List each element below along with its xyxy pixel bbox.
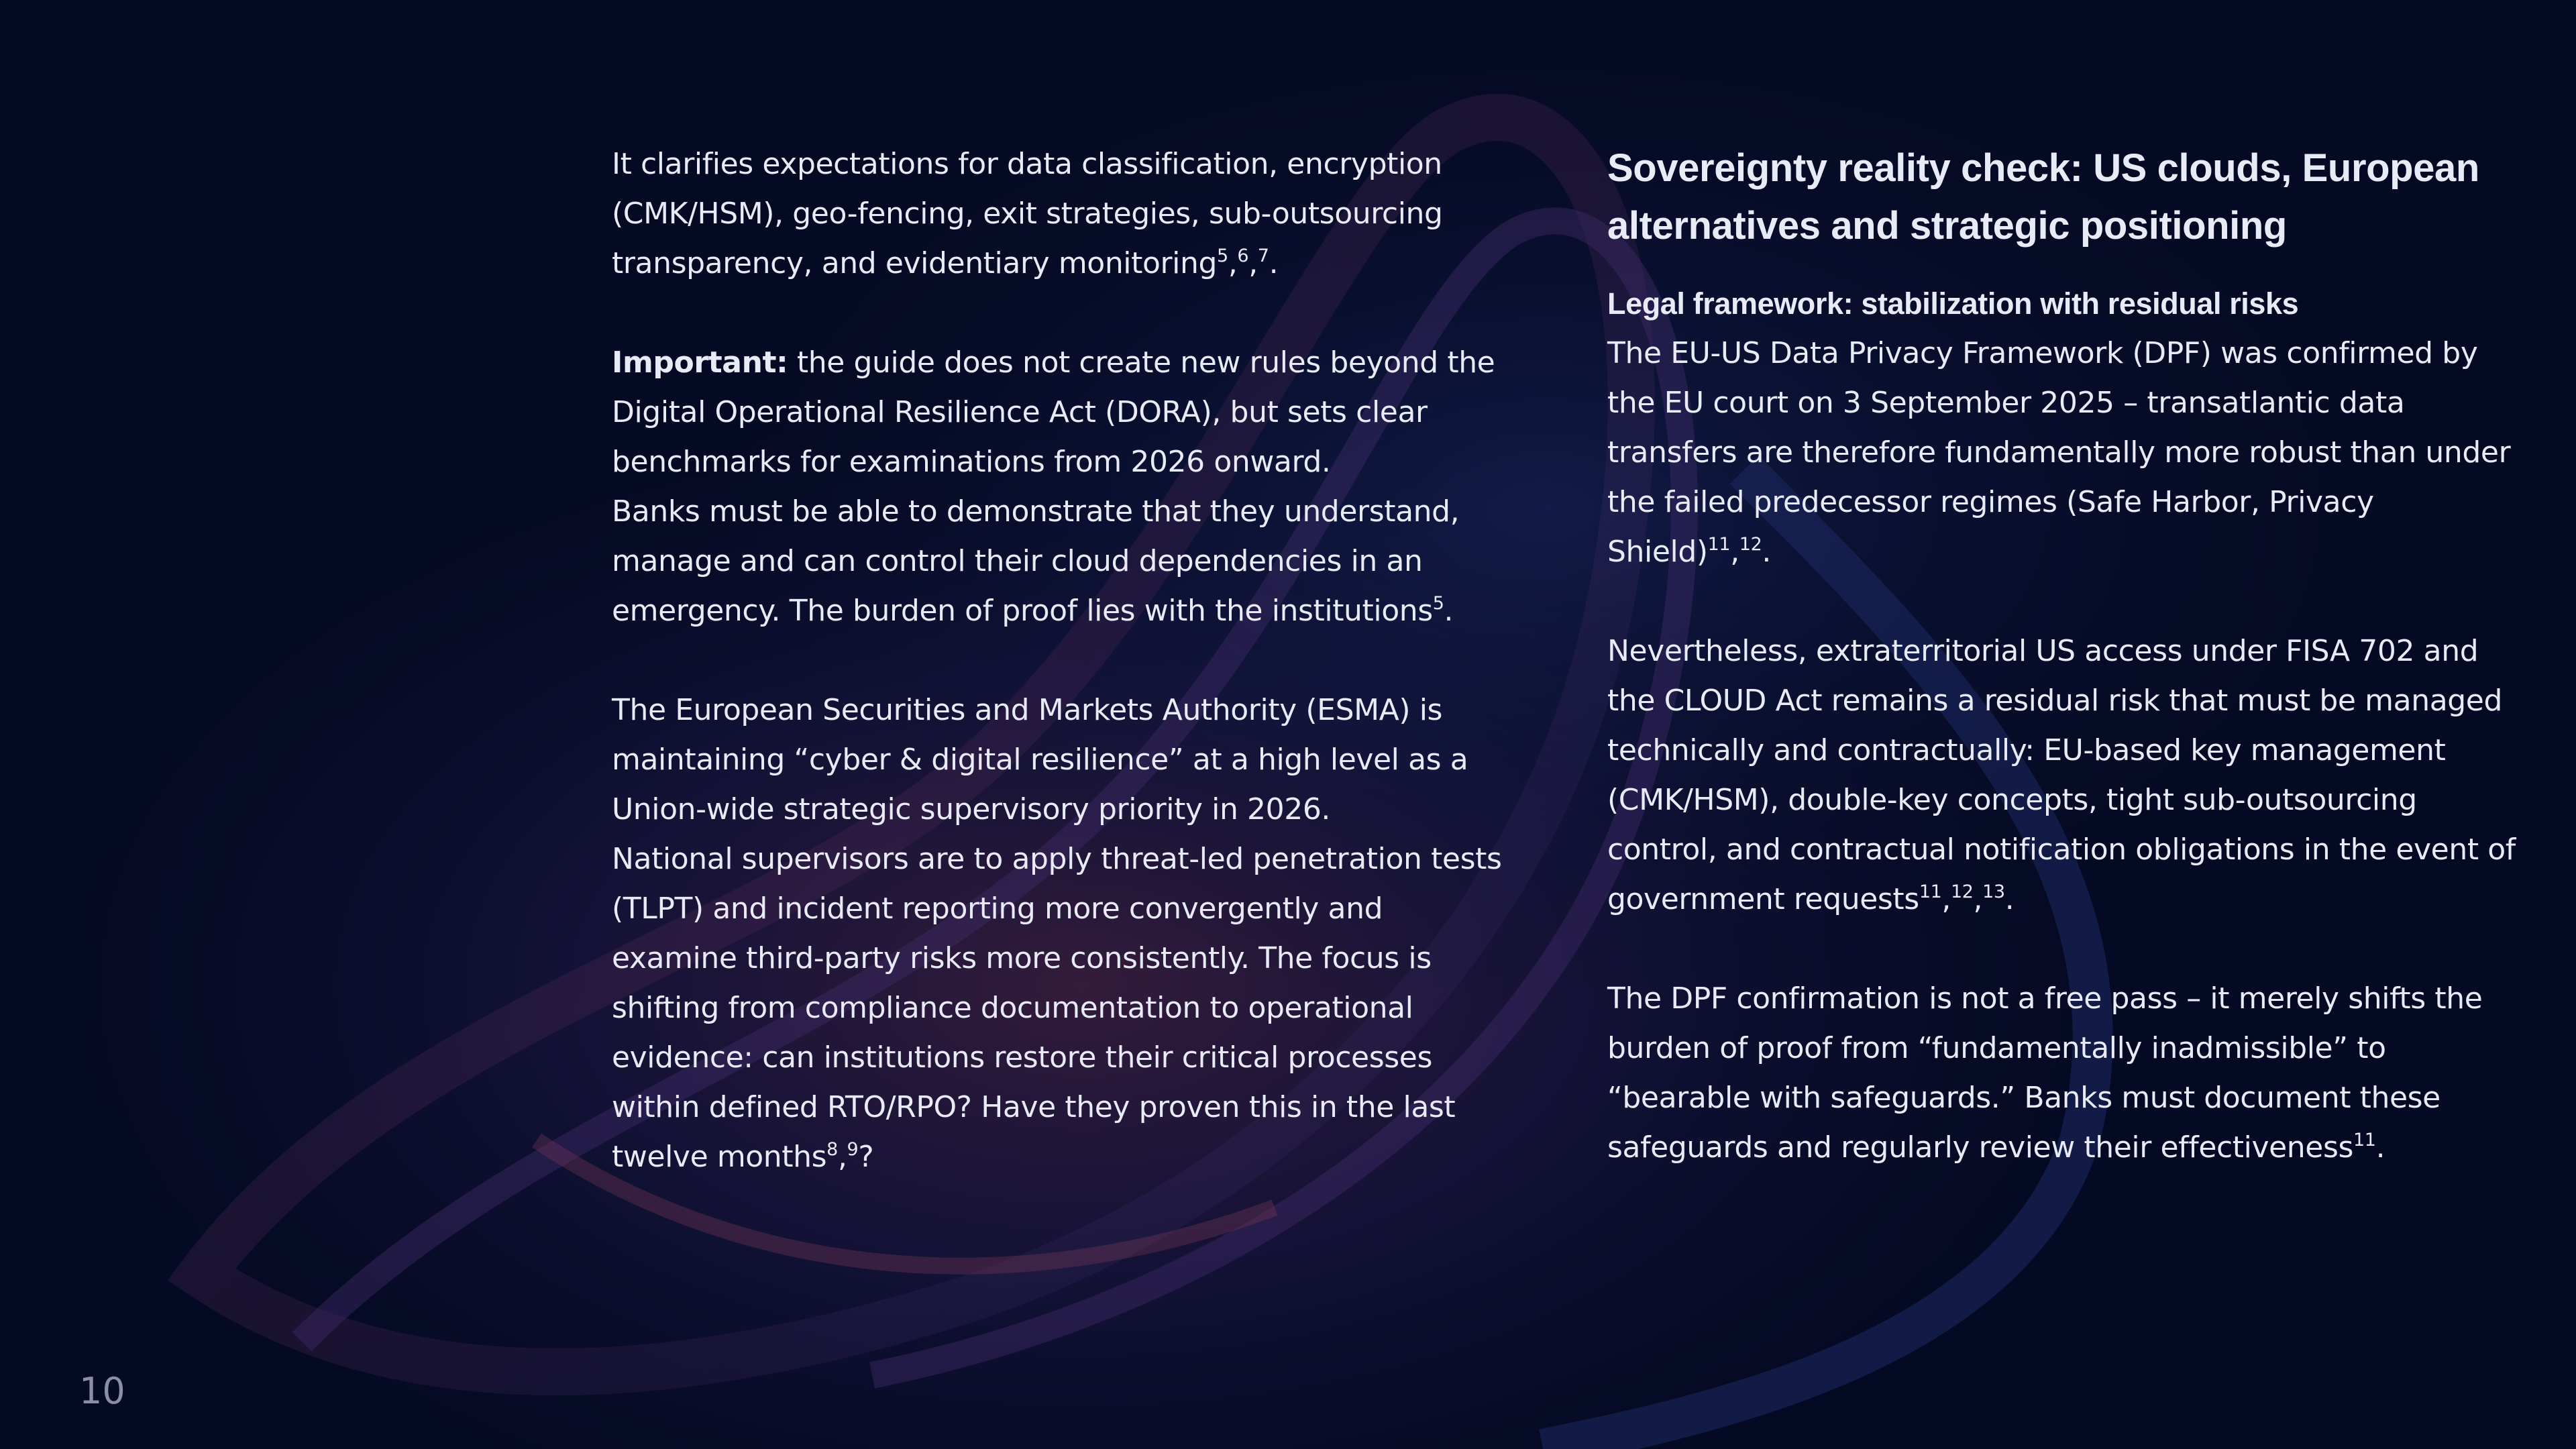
footnote-ref: 12 xyxy=(1950,881,1974,902)
important-label: Important: xyxy=(612,345,788,380)
section-heading: Sovereignty reality check: US clouds, European alternatives and strategic positioning xyxy=(1607,146,2479,248)
footnote-ref: 7 xyxy=(1257,246,1269,266)
paragraph-dpf-confirmed: The EU-US Data Privacy Framework (DPF) was confirmed by the EU court on 3 September 2025 – transatlantic data transfers are therefore fundamentally more robust than under the failed predecessor regimes (Safe Harbor, Privacy Shield)$^{11}$,$^{12}$. xyxy=(1607,336,2511,569)
left-column xyxy=(612,140,1504,1182)
paragraph-esma: The European Securities and Markets Authority (ESMA) is maintaining “cyber & digital resilience” at a high level as a Union-wide strategic supervisory priority in 2026. xyxy=(612,693,1468,826)
footnote-ref: 11 xyxy=(2353,1130,2376,1150)
footnote-ref: 5 xyxy=(1217,246,1228,266)
paragraph-data-classification: It clarifies expectations for data classification, encryption (CMK/HSM), geo-fencing, exit strategies, sub-outsourcing transparency, and evidentiary monitoring$^5$,$^6$,$^7$. xyxy=(612,147,1443,280)
footnote-ref: 9 xyxy=(847,1139,859,1160)
paragraph-not-a-free-pass: The DPF confirmation is not a free pass – it merely shifts the burden of proof from “fundamentally inadmissible” to “bearable with safeguards.” Banks must document these safeguards and regularly review their effectiveness$^{11}$. xyxy=(1607,981,2483,1165)
paragraph-important: Important: the guide does not create new rules beyond the Digital Operational Resilience Act (DORA), but sets clear benchmarks for examinations from 2026 onward. xyxy=(612,345,1495,479)
right-column xyxy=(1607,140,2520,1173)
footnote-ref: 8 xyxy=(826,1139,838,1160)
footnote-ref: 6 xyxy=(1237,246,1249,266)
footnote-ref: 5 xyxy=(1432,593,1444,614)
footnote-ref: 11 xyxy=(1919,881,1942,902)
paragraph-residual-risk: Nevertheless, extraterritorial US access under FISA 702 and the CLOUD Act remains a residual risk that must be managed technically and contractually: EU-based key management (CMK/HSM), double-key concepts, tight sub-outsourcing control, and contractual notification obligations in the event of government requests$^{11}$,$^{12}$,$^{13}$. xyxy=(1607,634,2516,916)
paragraph-national-supervisors: National supervisors are to apply threat-led penetration tests (TLPT) and incident reporting more convergently and examine third-party risks more consistently. The focus is shifting from compliance documentation to operational evidence: can institutions restore their critical processes within defined RTO/RPO? Have they proven this in the last twelve months$^8$,$^9$? xyxy=(612,842,1502,1174)
footnote-ref: 11 xyxy=(1707,534,1731,555)
page-number: 10 xyxy=(79,1370,125,1412)
footnote-ref: 12 xyxy=(1739,534,1762,555)
footnote-ref: 13 xyxy=(1982,881,2005,902)
section-subheading: Legal framework: stabilization with residual risks xyxy=(1607,286,2299,321)
paragraph-burden-of-proof: Banks must be able to demonstrate that they understand, manage and can control their cloud dependencies in an emergency. The burden of proof lies with the institutions$^5$. xyxy=(612,494,1460,628)
